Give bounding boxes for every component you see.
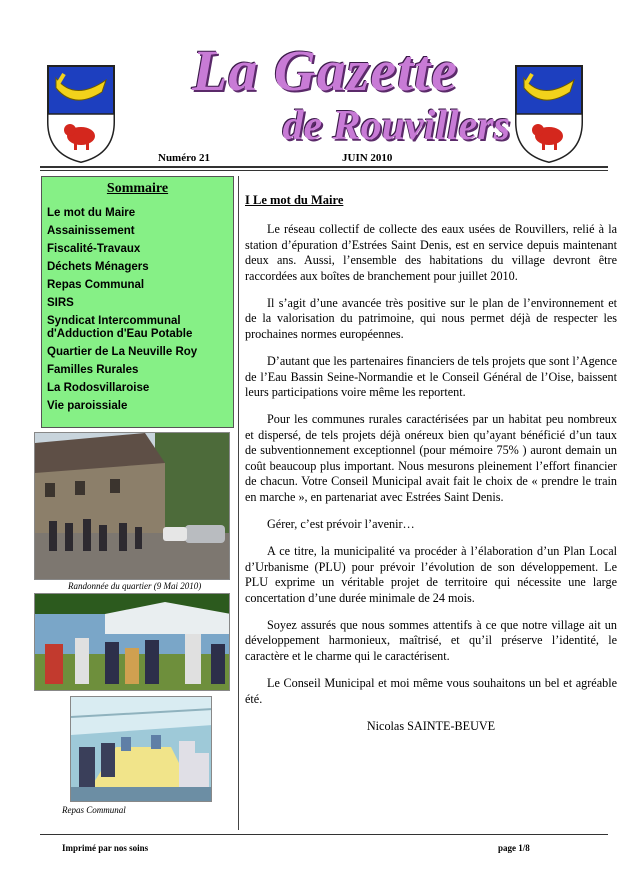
toc-item-assainissement[interactable]: Assainissement xyxy=(47,225,135,237)
coat-of-arms-right xyxy=(512,62,586,166)
issue-date: JUIN 2010 xyxy=(342,152,393,164)
article-paragraph: Pour les communes rurales caractérisées par un habitat peu nombreux et dispersé, de tels projets déjà onéreux bien qu’ayant bénéficié d’un taux de subventionnement exceptionnel (pour mémoire 75% ) auront demain un coût beaucoup plus important. Nous mesurons pleinement l’effort financier de chacun. Votre Conseil Municipal avait fait le choix de « prendre le train en marche », en partenariat avec Estrées Saint Denis. xyxy=(245,412,617,504)
photo-repas xyxy=(70,696,212,802)
article-paragraph: A ce titre, la municipalité va procéder à l’élaboration d’un Plan Local d’Urbanisme (PLU) pour prévoir l’évolution de son développement. Le PLU exprime un véritable projet de territoire qui nécessite une large concertation d’une durée minimale de 24 mois. xyxy=(245,544,617,605)
article-paragraph: Gérer, c’est prévoir l’avenir… xyxy=(267,516,415,531)
masthead-title-line2: de Rouvillers xyxy=(282,103,510,149)
photo-caption-repas: Repas Communal xyxy=(62,805,126,815)
article-paragraph: Le Conseil Municipal et moi même vous souhaitons un bel et agréable été. xyxy=(245,676,617,706)
masthead-title-line1: La Gazette xyxy=(191,38,459,103)
toc-item-dechets-menagers[interactable]: Déchets Ménagers xyxy=(47,261,149,273)
toc-item-syndicat-eau[interactable]: Syndicat Intercommunal d'Adduction d'Eau Potable xyxy=(47,315,193,340)
toc-item-rodosvillaroise[interactable]: La Rodosvillaroise xyxy=(47,382,150,394)
article-mot-du-maire xyxy=(245,193,617,734)
toc-item-vie-paroissiale[interactable]: Vie paroissiale xyxy=(47,400,128,412)
footer-rule xyxy=(40,834,608,835)
article-paragraph: Le réseau collectif de collecte des eaux usées de Rouvillers, relié à la station d’épuration d’Estrées Saint Denis, est en service depuis maintenant deux ans. Aussi, l’ensemble des habitations du village devront être raccordées aux boîtes de branchement pour juillet 2010. xyxy=(245,222,617,283)
toc-item-sirs[interactable]: SIRS xyxy=(47,297,74,309)
toc-item-familles-rurales[interactable]: Familles Rurales xyxy=(47,364,139,376)
photo-caption-randonnee: Randonnée du quartier (9 Mai 2010) xyxy=(68,581,202,591)
article-paragraph: Soyez assurés que nous sommes attentifs à ce que notre village ait un développement harmonieux, maîtrisé, et qu’il préserve l’identité, le caractère et le charme qui le caractérisent. xyxy=(245,617,617,663)
column-divider xyxy=(238,176,239,830)
toc-item-repas-communal[interactable]: Repas Communal xyxy=(47,279,145,291)
toc-item-neuville-roy[interactable]: Quartier de La Neuville Roy xyxy=(47,346,198,358)
signature: Nicolas SAINTE-BEUVE xyxy=(366,718,496,733)
header-rule-bottom xyxy=(40,170,608,171)
article-paragraph: Il s’agit d’une avancée très positive sur le plan de l’environnement et de la valorisation du patrimoine, qui nous permet déjà de respecter les prochaines normes européennes. xyxy=(245,296,617,341)
toc-item-fiscalite-travaux[interactable]: Fiscalité-Travaux xyxy=(47,243,141,255)
footer-printed: Imprimé par nos soins xyxy=(62,843,149,853)
page-number: page 1/8 xyxy=(498,843,530,853)
coat-of-arms-left xyxy=(44,62,118,166)
toc-item-mot-du-maire[interactable]: Le mot du Maire xyxy=(47,207,136,219)
toc-title: Sommaire xyxy=(106,181,169,196)
table-of-contents xyxy=(41,176,234,428)
article-heading: I Le mot du Maire xyxy=(245,193,344,207)
article-paragraph: D’autant que les partenaires financiers de tels projets que sont l’Agence de l’Eau Bassin Seine-Normandie et le Conseil Général de l’Oise, baissent leurs participations voire même les reportent. xyxy=(245,354,617,400)
issue-number: Numéro 21 xyxy=(158,152,211,164)
header-rule-top xyxy=(40,166,608,168)
photo-fete xyxy=(34,593,230,691)
photo-randonnee xyxy=(34,432,230,580)
